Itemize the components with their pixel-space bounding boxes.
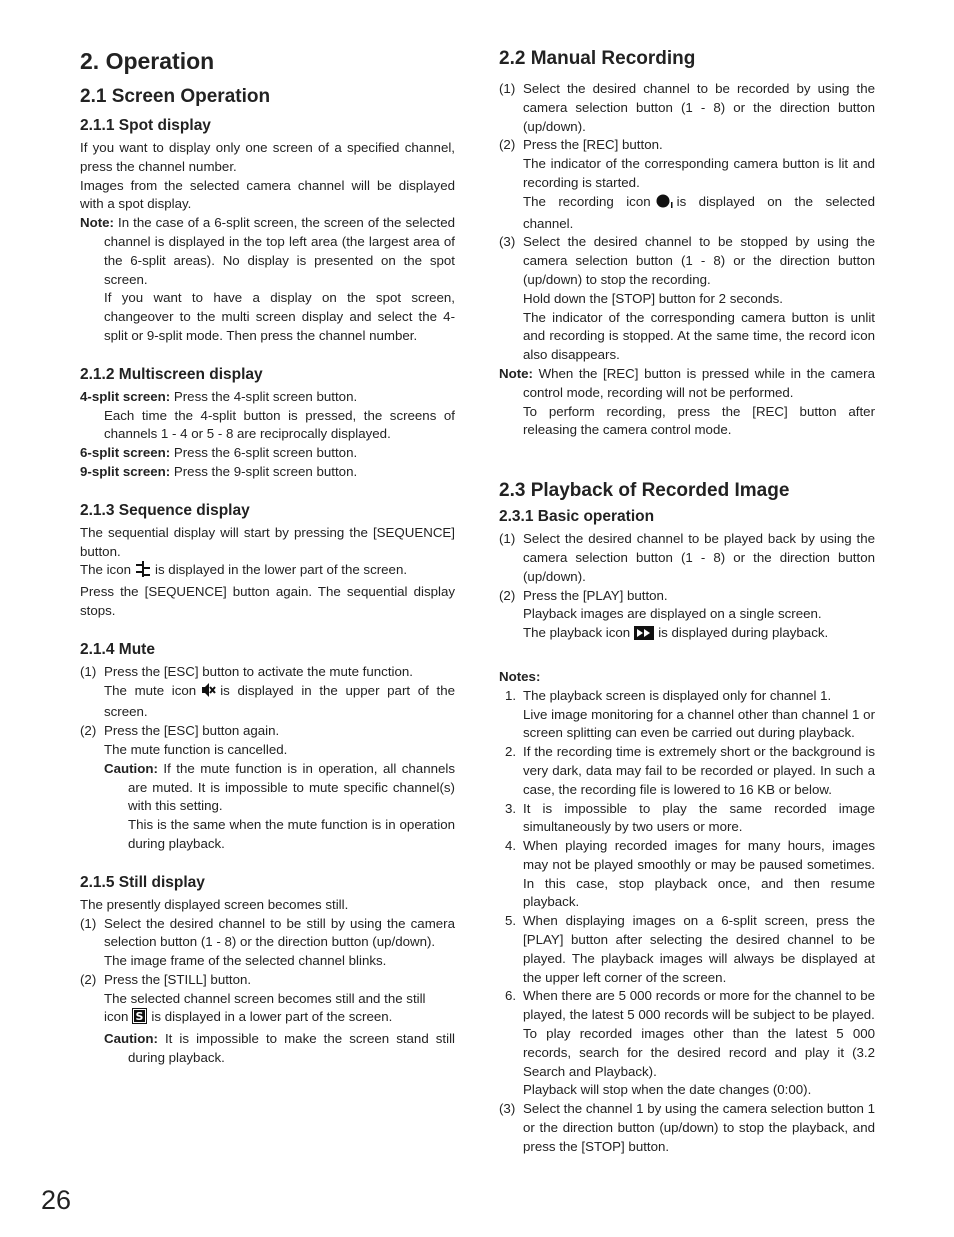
text: is displayed in a lower part of the screen.	[151, 1009, 393, 1025]
item-text: Press the [ESC] button again.	[104, 723, 280, 739]
caution-label: Caution:	[104, 1031, 158, 1047]
item-text: Press the [ESC] button to activate the mute function.	[104, 663, 413, 679]
right-column	[499, 46, 875, 1157]
note	[499, 365, 875, 403]
page-number: 26	[41, 1185, 72, 1215]
section-2-3-1-title: 2.3.1 Basic operation	[499, 508, 655, 526]
note-item	[499, 987, 875, 1025]
section-2-1-title: 2.1 Screen Operation	[80, 86, 271, 107]
list-item	[499, 233, 875, 289]
paragraph: The indicator of the corresponding camera button is lit and recording is started.	[523, 156, 875, 190]
list-item	[499, 136, 875, 155]
note-number: 1.	[505, 687, 517, 703]
notes-list	[499, 687, 875, 1101]
split-4-detail: Each time the 4-split button is pressed, the screens of channels 1 - 4 or 5 - 8 are reciprocally displayed.	[104, 407, 455, 442]
note-continuation: Playback will stop when the date changes (0:00).	[523, 1082, 812, 1098]
note-text: The playback screen is displayed only for channel 1.	[523, 687, 832, 703]
caution-text: If the mute function is in operation, all channels are muted. It is impossible to mute specific channel(s) with this setting.	[128, 760, 455, 814]
item-text: Select the desired channel to be played back by using the camera selection button (1 - 8) or the direction button (up/down).	[523, 531, 875, 584]
note-text: When displaying images on a 6-split screen, press the [PLAY] button after selecting the desired channel to be played. The playback images will always be displayed at the upper left corner of the screen.	[523, 913, 875, 985]
paragraph: The indicator of the corresponding camera button is unlit and recording is stopped. At the same time, the record icon also disappears.	[523, 309, 875, 363]
text: is displayed during playback.	[658, 625, 829, 641]
note-text: It is impossible to play the same recorded image simultaneously by two users or more.	[523, 800, 875, 835]
note-item	[499, 687, 875, 706]
section-2-1-2-title: 2.1.2 Multiscreen display	[80, 365, 263, 383]
paragraph: Hold down the [STOP] button for 2 seconds.	[523, 290, 783, 306]
note-number: 5.	[505, 913, 517, 929]
note-label: Note:	[499, 365, 533, 381]
text: is displayed in the lower part of the screen.	[155, 562, 408, 578]
paragraph-with-icon	[499, 624, 875, 646]
page-title: 2. Operation	[80, 48, 215, 74]
sequence-icon	[135, 561, 151, 583]
split-9-line	[80, 463, 455, 482]
paragraph-with-icon	[80, 561, 455, 583]
paragraph: The presently displayed screen becomes still.	[80, 896, 349, 912]
note-continuation: Live image monitoring for a channel other than channel 1 or screen splitting can even be carried out during playback.	[523, 706, 875, 741]
item-number: (2)	[80, 723, 97, 739]
item-text: Press the [REC] button.	[523, 137, 663, 153]
split-4-label: 4-split screen:	[80, 388, 171, 404]
recording-icon	[655, 193, 673, 215]
item-number: (2)	[499, 137, 516, 153]
item-number: (1)	[499, 531, 516, 547]
note-text: When there are 5 000 records or more for the channel to be played, the latest 5 000 records will be subject to be played.	[523, 988, 875, 1023]
item-number: (1)	[80, 663, 97, 679]
item-number: (2)	[499, 587, 516, 603]
list-item	[499, 1100, 875, 1156]
caution	[80, 1030, 455, 1068]
paragraph: Playback images are displayed on a single screen.	[523, 606, 822, 622]
list-item	[499, 587, 875, 606]
note-item	[499, 743, 875, 799]
list-item	[499, 80, 875, 136]
caution-continuation: This is the same when the mute function is in operation during playback.	[128, 817, 455, 851]
note-number: 3.	[505, 800, 517, 816]
paragraph: The sequential display will start by pressing the [SEQUENCE] button.	[80, 524, 455, 559]
note-item	[499, 912, 875, 987]
split-6-label: 6-split screen:	[80, 445, 171, 461]
paragraph: Images from the selected camera channel will be displayed with a spot display.	[80, 177, 455, 212]
note-text: When the [REC] button is pressed while in the camera control mode, recording will not be performed.	[523, 365, 876, 400]
note-text: If the recording time is extremely short or the background is very dark, data may fail to be recorded or played. In such a case, the recording file is lowered to 16 KB or below.	[523, 744, 875, 797]
section-2-1-3-title: 2.1.3 Sequence display	[80, 501, 250, 519]
note-number: 6.	[505, 988, 517, 1004]
list-item	[80, 722, 455, 741]
item-text: Select the desired channel to be stopped by using the camera selection button (1 - 8) or the direction button (up/down) to stop the recording.	[523, 234, 875, 287]
note-continuation: To perform recording, press the [REC] button after releasing the camera control mode.	[523, 403, 875, 438]
item-text: Select the desired channel to be still by using the camera selection button (1 - 8) or the direction button (up/down).	[104, 915, 455, 950]
still-icon	[132, 1008, 147, 1030]
item-text: Select the channel 1 by using the camera selection button 1 or the direction button (up/down) to stop the playback, and press the [STOP] button.	[523, 1101, 875, 1154]
notes-label: Notes:	[499, 668, 541, 684]
note	[80, 214, 455, 289]
item-number: (3)	[499, 234, 516, 250]
note-number: 4.	[505, 838, 517, 854]
split-9-text: Press the 9-split screen button.	[173, 463, 358, 479]
item-number: (2)	[80, 971, 97, 987]
item-number: (1)	[499, 81, 516, 96]
list-item	[80, 915, 455, 953]
split-9-label: 9-split screen:	[80, 463, 171, 479]
text: The recording icon	[523, 193, 651, 209]
caution-label: Caution:	[104, 760, 158, 776]
paragraph-with-icon	[80, 1008, 455, 1030]
item-number: (3)	[499, 1101, 516, 1117]
split-4-text: Press the 4-split screen button.	[173, 388, 358, 404]
note-continuation: To play recorded images other than the latest 5 000 records, search for the desired record and play it (3.2 Search and Playback).	[523, 1026, 875, 1079]
section-2-1-5-title: 2.1.5 Still display	[80, 873, 205, 891]
item-number: (1)	[80, 915, 97, 931]
note-item	[499, 800, 875, 838]
note-item	[499, 837, 875, 912]
mute-icon	[200, 682, 216, 704]
note-text: In the case of a 6-split screen, the screen of the selected channel is displayed in the top left area (the largest area of the 6-split areas). No display is presented on the spot screen.	[104, 215, 455, 287]
paragraph-with-icon	[80, 682, 455, 723]
note-number: 2.	[505, 744, 517, 760]
list-item	[499, 530, 875, 586]
text: The playback icon	[523, 625, 631, 641]
split-6-text: Press the 6-split screen button.	[173, 445, 358, 461]
text: The mute icon	[104, 682, 197, 698]
paragraph: Press the [SEQUENCE] button again. The sequential display stops.	[80, 584, 455, 618]
caution	[80, 760, 455, 816]
text: icon	[104, 1009, 129, 1025]
paragraph-with-icon	[499, 193, 875, 234]
section-2-1-1-title: 2.1.1 Spot display	[80, 117, 211, 134]
split-6-line	[80, 444, 455, 463]
note-label: Note:	[80, 215, 114, 231]
split-4-line	[80, 388, 455, 407]
list-item	[80, 971, 455, 990]
list-item	[80, 663, 455, 682]
section-2-1-4-title: 2.1.4 Mute	[80, 640, 155, 658]
note-text: When playing recorded images for many hours, images may not be played smoothly or may be paused sometimes. In this case, stop playback once, and then resume playback.	[523, 838, 875, 910]
svg-text:S: S	[135, 1010, 144, 1024]
paragraph: The selected channel screen becomes still and the still	[104, 990, 426, 1006]
paragraph: The image frame of the selected channel blinks.	[104, 953, 387, 969]
paragraph: The mute function is cancelled.	[104, 741, 288, 757]
text: The icon	[80, 562, 131, 578]
playback-icon	[634, 626, 654, 646]
item-text: Press the [STILL] button.	[104, 971, 252, 987]
text: is displayed in the upper part of the screen.	[104, 682, 455, 720]
note-continuation: If you want to have a display on the spot screen, changeover to the multi screen display and select the 4-split or 9-split mode. Then press the channel number.	[104, 290, 455, 343]
left-column	[80, 46, 455, 1068]
section-2-2-title: 2.2 Manual Recording	[499, 48, 696, 69]
paragraph: If you want to display only one screen of a specified channel, press the channel number.	[80, 140, 455, 174]
section-2-3-title: 2.3 Playback of Recorded Image	[499, 480, 790, 502]
notes-heading	[499, 668, 875, 687]
item-text: Select the desired channel to be recorded by using the camera selection button (1 - 8) or the direction button (up/down).	[523, 81, 875, 134]
item-text: Press the [PLAY] button.	[523, 587, 668, 603]
caution-text: It is impossible to make the screen stand still during playback.	[128, 1031, 455, 1066]
text: is displayed on the selected channel.	[523, 193, 875, 231]
